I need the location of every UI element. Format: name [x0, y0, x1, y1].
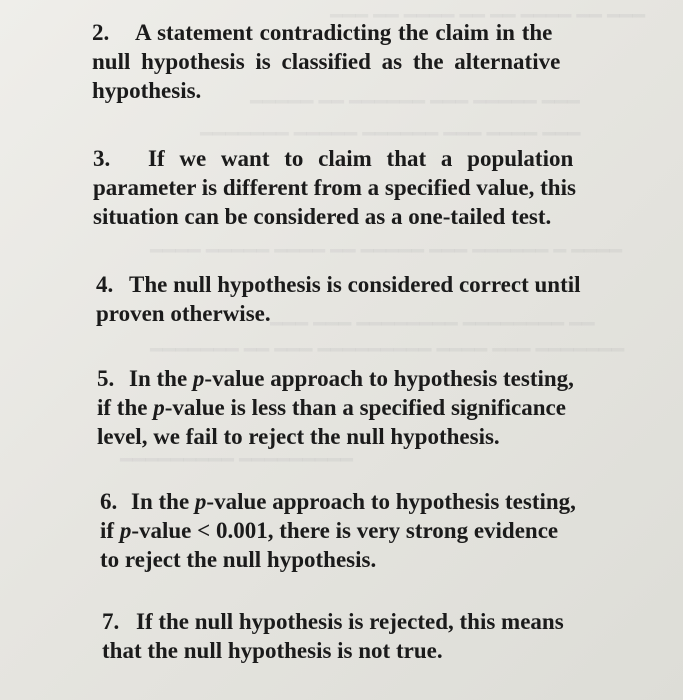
question-text: In the p-value approach to hypothesis testing, [131, 489, 576, 514]
question-number: 5. [97, 366, 115, 391]
question-6 [100, 487, 576, 574]
question-5 [97, 364, 574, 451]
show-through-texture: ━━━━ ━━━━━ ━━━━ ━━ ━━━━━ ━━━ ━━━━━━ ━ ━━━━ [150, 239, 622, 263]
show-through-texture: ━━━━━━━ ━━━━━ ━━━━━━ ━━━ ━━━━ ━━━ [200, 122, 581, 146]
show-through-texture: ━━━ ━━━ ━━━━━━━━ ━━━━━━━━ ━━ [270, 312, 595, 336]
question-text: level, we fail to reject the null hypothesis. [97, 424, 500, 449]
question-number: 3. [93, 146, 111, 171]
p-symbol: p [194, 489, 207, 514]
p-symbol: p [119, 518, 132, 543]
question-text: proven otherwise. [96, 301, 271, 326]
question-text: that the null hypothesis is not true. [102, 638, 443, 663]
show-through-texture: ━━━━━ ━━ ━━━━━━ ━━━ ━━━━━ ━━━ [250, 90, 580, 114]
question-line [97, 364, 574, 393]
question-line [92, 18, 560, 47]
question-text: if the p-value is less than a specified significance [97, 395, 566, 420]
question-number: 2. [92, 20, 110, 45]
question-text: situation can be considered as a one-tailed test. [93, 204, 552, 229]
question-text: A statement contradicting the claim in the [135, 20, 553, 45]
p-symbol: p [192, 366, 205, 391]
question-text: hypothesis. [92, 78, 202, 103]
question-2 [92, 18, 560, 105]
show-through-texture: ━━━━━━━ ━━ ━━━ ━━━━━━━━━ ━━━━ ━━━ ━━━━━━━ [150, 338, 625, 362]
question-text: If we want to claim that a population [148, 146, 574, 171]
question-text: if p-value < 0.001, there is very strong evidence [100, 518, 559, 543]
question-4 [96, 270, 581, 328]
question-number: 7. [102, 609, 120, 634]
question-3 [93, 144, 576, 231]
question-text: null hypothesis is classified as the alternative [92, 49, 561, 74]
question-text: The null hypothesis is considered correct until [129, 272, 581, 297]
show-through-texture: ━━━ ━━ ━━━━ ━━ ━━ ━━━━ ━━ ━━━ [330, 4, 645, 28]
question-text: If the null hypothesis is rejected, this means [136, 609, 564, 634]
question-7 [102, 607, 564, 665]
question-text: In the p-value approach to hypothesis testing, [129, 366, 574, 391]
question-line [93, 144, 576, 173]
question-text: parameter is different from a specified value, this [93, 175, 576, 200]
p-symbol: p [153, 395, 165, 420]
question-text: to reject the null hypothesis. [100, 547, 377, 572]
show-through-texture: ━━━━━━━━━ ━━━━━━━━━ [120, 448, 353, 472]
question-line [100, 487, 576, 516]
question-number: 4. [96, 272, 114, 297]
question-line [102, 607, 564, 636]
question-number: 6. [100, 489, 118, 514]
question-line [96, 270, 581, 299]
